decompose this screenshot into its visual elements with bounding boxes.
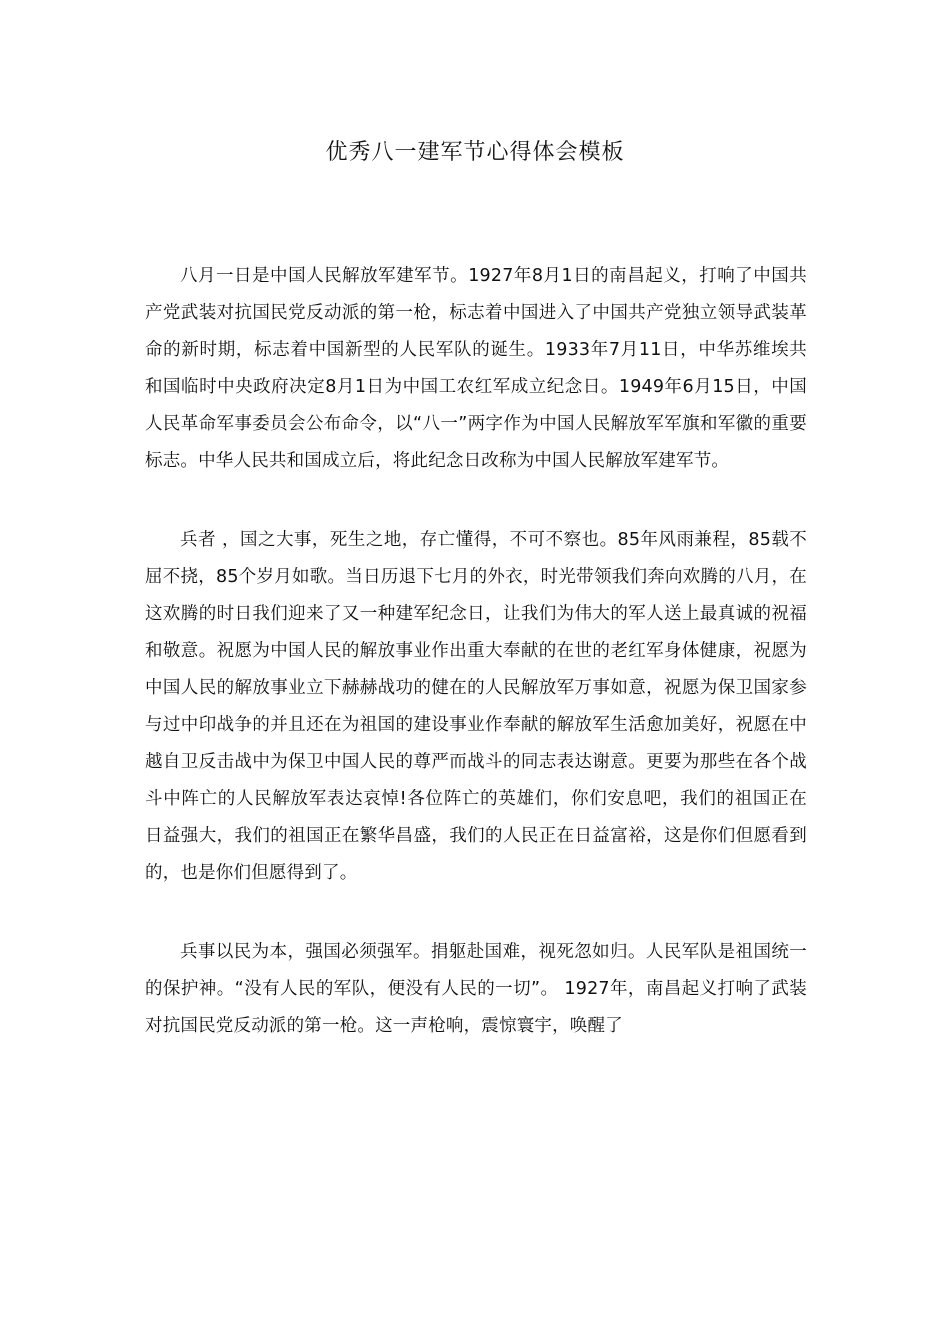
paragraph-3: 兵事以民为本，强国必须强军。捐躯赴国难，视死忽如归。人民军队是祖国统一的保护神。“没有人民的军队，便没有人民的一切”。 1927年，南昌起义打响了武装对抗国民党反动派的第一枪。这一声枪响，震惊寰宇，唤醒了 — [145, 942, 807, 1036]
paragraph-2: 兵者 ，国之大事，死生之地，存亡懂得，不可不察也。85年风雨兼程，85载不屈不挠，85个岁月如歌。当日历退下七月的外衣，时光带领我们奔向欢腾的八月，在这欢腾的时日我们迎来了又一种建军纪念日，让我们为伟大的军人送上最真诚的祝福和敬意。祝愿为中国人民的解放事业作出重大奉献的在世的老红军身体健康，祝愿为中国人民的解放事业立下赫赫战功的健在的人民解放军万事如意，祝愿为保卫国家参与过中印战争的并且还在为祖国的建设事业作奉献的解放军生活愈加美好，祝愿在中越自卫反击战中为保卫中国人民的尊严而战斗的同志表达谢意。更要为那些在各个战斗中阵亡的人民解放军表达哀悼!各位阵亡的英雄们，你们安息吧，我们的祖国正在日益强大，我们的祖国正在繁华昌盛，我们的人民正在日益富裕，这是你们但愿看到的，也是你们但愿得到了。 — [145, 530, 807, 883]
paragraph-1: 八月一日是中国人民解放军建军节。1927年8月1日的南昌起义，打响了中国共产党武装对抗国民党反动派的第一枪，标志着中国进入了中国共产党独立领导武装革命的新时期，标志着中国新型的人民军队的诞生。1933年7月11日，中华苏维埃共和国临时中央政府决定8月1日为中国工农红军成立纪念日。1949年6月15日，中国人民革命军事委员会公布命令，以“八一”两字作为中国人民解放军军旗和军徽的重要标志。中华人民共和国成立后，将此纪念日改称为中国人民解放军建军节。 — [145, 266, 807, 471]
document-title: 优秀八一建军节心得体会模板 — [325, 140, 625, 165]
document-body — [145, 258, 807, 1087]
